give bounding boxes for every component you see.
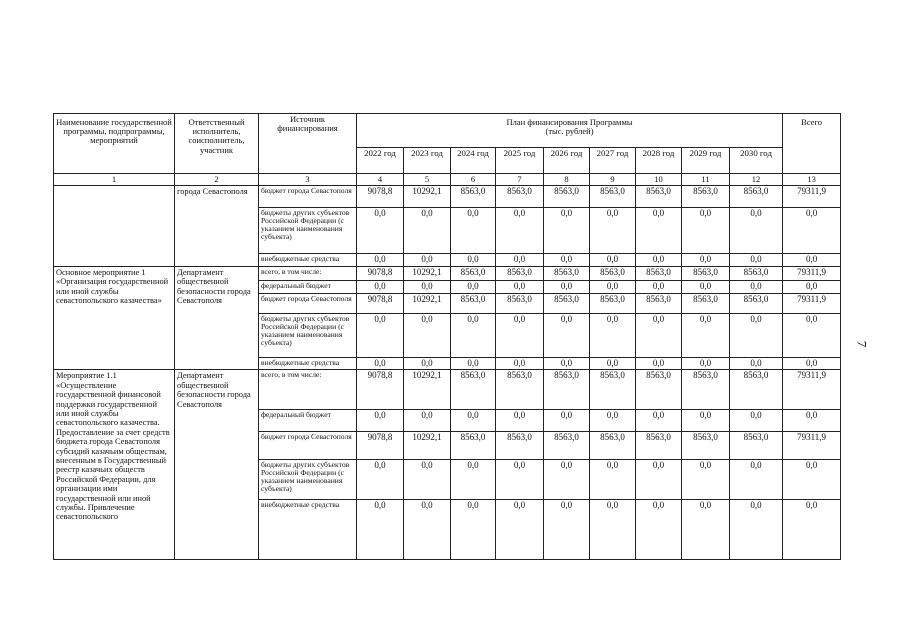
year-amount: 0,0	[496, 357, 544, 370]
year-amount: 8563,0	[451, 293, 496, 313]
year-amount: 8563,0	[590, 266, 636, 280]
year-amount: 0,0	[404, 254, 451, 267]
header-name: Наименование государственной программы, подпрограммы, мероприятий	[54, 114, 175, 174]
year-amount: 8563,0	[730, 266, 783, 280]
header-year: 2025 год	[496, 148, 544, 174]
column-number: 10	[636, 174, 682, 186]
year-amount: 0,0	[590, 280, 636, 293]
total-amount: 0,0	[783, 313, 841, 357]
year-amount: 0,0	[730, 313, 783, 357]
year-amount: 0,0	[590, 254, 636, 267]
activity-name: Основное мероприятие 1 «Организация государственной или иной службы севастопольского казачества»	[54, 266, 175, 369]
funding-source: бюджет города Севастополя	[259, 293, 357, 313]
year-amount: 8563,0	[451, 186, 496, 208]
year-amount: 0,0	[730, 254, 783, 267]
year-amount: 8563,0	[730, 293, 783, 313]
year-amount: 0,0	[544, 208, 590, 254]
total-amount: 0,0	[783, 254, 841, 267]
total-amount: 79311,9	[783, 370, 841, 410]
year-amount: 0,0	[682, 357, 730, 370]
header-responsible: Ответственный исполнитель, соисполнитель, участник	[175, 114, 259, 174]
funding-source: всего, в том числе:	[259, 370, 357, 410]
year-amount: 8563,0	[590, 293, 636, 313]
table-row	[54, 186, 841, 208]
year-amount: 0,0	[404, 208, 451, 254]
year-amount: 8563,0	[544, 186, 590, 208]
funding-source: внебюджетные средства	[259, 254, 357, 267]
total-amount: 79311,9	[783, 266, 841, 280]
total-amount: 79311,9	[783, 186, 841, 208]
year-amount: 8563,0	[496, 432, 544, 460]
header-source: Источник финансирования	[259, 114, 357, 174]
funding-source: внебюджетные средства	[259, 500, 357, 560]
year-amount: 0,0	[357, 254, 404, 267]
year-amount: 0,0	[496, 208, 544, 254]
year-amount: 10292,1	[404, 186, 451, 208]
column-number: 8	[544, 174, 590, 186]
header-year: 2024 год	[451, 148, 496, 174]
year-amount: 0,0	[590, 410, 636, 432]
year-amount: 0,0	[544, 254, 590, 267]
header-year: 2027 год	[590, 148, 636, 174]
year-amount: 0,0	[544, 313, 590, 357]
year-amount: 10292,1	[404, 432, 451, 460]
year-amount: 8563,0	[730, 432, 783, 460]
column-number: 5	[404, 174, 451, 186]
year-amount: 0,0	[730, 357, 783, 370]
column-number: 3	[259, 174, 357, 186]
year-amount: 8563,0	[636, 293, 682, 313]
year-amount: 0,0	[496, 254, 544, 267]
funding-source: федеральный бюджет	[259, 280, 357, 293]
year-amount: 8563,0	[682, 432, 730, 460]
responsible-executor: Департамент общественной безопасности города Севастополя	[175, 370, 259, 560]
total-amount: 0,0	[783, 410, 841, 432]
year-amount: 0,0	[636, 357, 682, 370]
year-amount: 0,0	[451, 254, 496, 267]
page-number: 7	[854, 340, 870, 348]
year-amount: 0,0	[636, 208, 682, 254]
header-total: Всего	[783, 114, 841, 174]
year-amount: 8563,0	[730, 186, 783, 208]
year-amount: 0,0	[357, 357, 404, 370]
year-amount: 0,0	[730, 410, 783, 432]
column-number: 13	[783, 174, 841, 186]
year-amount: 0,0	[590, 313, 636, 357]
column-number: 6	[451, 174, 496, 186]
year-amount: 0,0	[544, 460, 590, 500]
year-amount: 0,0	[682, 500, 730, 560]
total-amount: 0,0	[783, 280, 841, 293]
year-amount: 0,0	[590, 460, 636, 500]
year-amount: 0,0	[451, 208, 496, 254]
activity-name	[54, 186, 175, 267]
year-amount: 8563,0	[544, 293, 590, 313]
year-amount: 8563,0	[451, 432, 496, 460]
year-amount: 8563,0	[590, 370, 636, 410]
year-amount: 0,0	[682, 280, 730, 293]
year-amount: 8563,0	[636, 186, 682, 208]
year-amount: 8563,0	[544, 432, 590, 460]
year-amount: 0,0	[544, 357, 590, 370]
year-amount: 0,0	[636, 460, 682, 500]
total-amount: 0,0	[783, 357, 841, 370]
year-amount: 0,0	[404, 500, 451, 560]
year-amount: 0,0	[357, 313, 404, 357]
year-amount: 8563,0	[636, 266, 682, 280]
total-amount: 0,0	[783, 460, 841, 500]
year-amount: 0,0	[590, 357, 636, 370]
year-amount: 8563,0	[730, 370, 783, 410]
year-amount: 8563,0	[496, 186, 544, 208]
year-amount: 9078,8	[357, 186, 404, 208]
year-amount: 0,0	[357, 280, 404, 293]
year-amount: 0,0	[730, 500, 783, 560]
year-amount: 0,0	[636, 280, 682, 293]
year-amount: 0,0	[496, 500, 544, 560]
year-amount: 8563,0	[544, 370, 590, 410]
year-amount: 0,0	[730, 460, 783, 500]
total-amount: 79311,9	[783, 293, 841, 313]
year-amount: 9078,8	[357, 293, 404, 313]
year-amount: 8563,0	[636, 432, 682, 460]
year-amount: 0,0	[682, 254, 730, 267]
year-amount: 0,0	[404, 460, 451, 500]
responsible-executor: Департамент общественной безопасности города Севастополя	[175, 266, 259, 369]
column-number: 2	[175, 174, 259, 186]
header-year: 2029 год	[682, 148, 730, 174]
year-amount: 0,0	[636, 254, 682, 267]
year-amount: 0,0	[682, 313, 730, 357]
column-number: 7	[496, 174, 544, 186]
year-amount: 0,0	[496, 280, 544, 293]
header-plan	[357, 114, 783, 148]
funding-source: бюджеты других субъектов Российской Федерации (с указанием наименования субъекта)	[259, 460, 357, 500]
year-amount: 0,0	[590, 500, 636, 560]
year-amount: 0,0	[451, 313, 496, 357]
year-amount: 0,0	[404, 410, 451, 432]
year-amount: 8563,0	[451, 370, 496, 410]
year-amount: 9078,8	[357, 370, 404, 410]
total-amount: 79311,9	[783, 432, 841, 460]
activity-name: Мероприятие 1.1 «Осуществление государственной финансовой поддержки государственной или иной службы севастопольского казачества. Предоставление за счет средств бюджета города Севастополя субсидий казачьим обществам, внесенным в Государственный реестр казачьих обществ Российской Федерации, для организации ими государственной или иной службы. Привлечение севастопольского	[54, 370, 175, 560]
year-amount: 0,0	[451, 500, 496, 560]
header-year: 2023 год	[404, 148, 451, 174]
year-amount: 0,0	[496, 410, 544, 432]
year-amount: 0,0	[496, 313, 544, 357]
year-amount: 0,0	[682, 208, 730, 254]
year-amount: 8563,0	[590, 432, 636, 460]
year-amount: 8563,0	[682, 186, 730, 208]
year-amount: 9078,8	[357, 432, 404, 460]
year-amount: 0,0	[682, 460, 730, 500]
year-amount: 0,0	[544, 500, 590, 560]
year-amount: 0,0	[496, 460, 544, 500]
year-amount: 0,0	[404, 313, 451, 357]
year-amount: 0,0	[357, 500, 404, 560]
year-amount: 10292,1	[404, 370, 451, 410]
year-amount: 0,0	[636, 313, 682, 357]
header-plan-title: План финансирования Программы	[506, 117, 633, 127]
year-amount: 0,0	[357, 410, 404, 432]
year-amount: 8563,0	[496, 293, 544, 313]
column-number: 9	[590, 174, 636, 186]
year-amount: 0,0	[404, 357, 451, 370]
column-number: 12	[730, 174, 783, 186]
year-amount: 0,0	[451, 280, 496, 293]
funding-source: всего, в том числе:	[259, 266, 357, 280]
year-amount: 8563,0	[682, 293, 730, 313]
funding-source: внебюджетные средства	[259, 357, 357, 370]
total-amount: 0,0	[783, 208, 841, 254]
funding-source: федеральный бюджет	[259, 410, 357, 432]
year-amount: 8563,0	[451, 266, 496, 280]
year-amount: 0,0	[544, 280, 590, 293]
year-amount: 0,0	[451, 357, 496, 370]
year-amount: 8563,0	[682, 370, 730, 410]
year-amount: 10292,1	[404, 266, 451, 280]
year-amount: 8563,0	[496, 266, 544, 280]
year-amount: 0,0	[682, 410, 730, 432]
year-amount: 0,0	[730, 280, 783, 293]
year-amount: 8563,0	[682, 266, 730, 280]
header-year: 2026 год	[544, 148, 590, 174]
year-amount: 9078,8	[357, 266, 404, 280]
funding-source: бюджет города Севастополя	[259, 432, 357, 460]
funding-source: бюджет города Севастополя	[259, 186, 357, 208]
year-amount: 8563,0	[544, 266, 590, 280]
year-amount: 8563,0	[496, 370, 544, 410]
year-amount: 0,0	[636, 410, 682, 432]
year-amount: 10292,1	[404, 293, 451, 313]
financing-table	[53, 113, 841, 560]
column-number: 4	[357, 174, 404, 186]
year-amount: 0,0	[590, 208, 636, 254]
funding-source: бюджеты других субъектов Российской Федерации (с указанием наименования субъекта)	[259, 313, 357, 357]
funding-source: бюджеты других субъектов Российской Федерации (с указанием наименования субъекта)	[259, 208, 357, 254]
year-amount: 0,0	[451, 460, 496, 500]
year-amount: 0,0	[544, 410, 590, 432]
year-amount: 0,0	[404, 280, 451, 293]
responsible-executor: города Севастополя	[175, 186, 259, 267]
year-amount: 0,0	[357, 208, 404, 254]
year-amount: 0,0	[357, 460, 404, 500]
column-number: 11	[682, 174, 730, 186]
total-amount: 0,0	[783, 500, 841, 560]
header-year: 2028 год	[636, 148, 682, 174]
table-row	[54, 370, 841, 410]
header-year: 2022 год	[357, 148, 404, 174]
header-year: 2030 год	[730, 148, 783, 174]
header-plan-units: (тыс. рублей)	[545, 126, 594, 137]
year-amount: 8563,0	[636, 370, 682, 410]
table-row	[54, 266, 841, 280]
column-number: 1	[54, 174, 175, 186]
year-amount: 8563,0	[590, 186, 636, 208]
year-amount: 0,0	[730, 208, 783, 254]
year-amount: 0,0	[451, 410, 496, 432]
year-amount: 0,0	[636, 500, 682, 560]
